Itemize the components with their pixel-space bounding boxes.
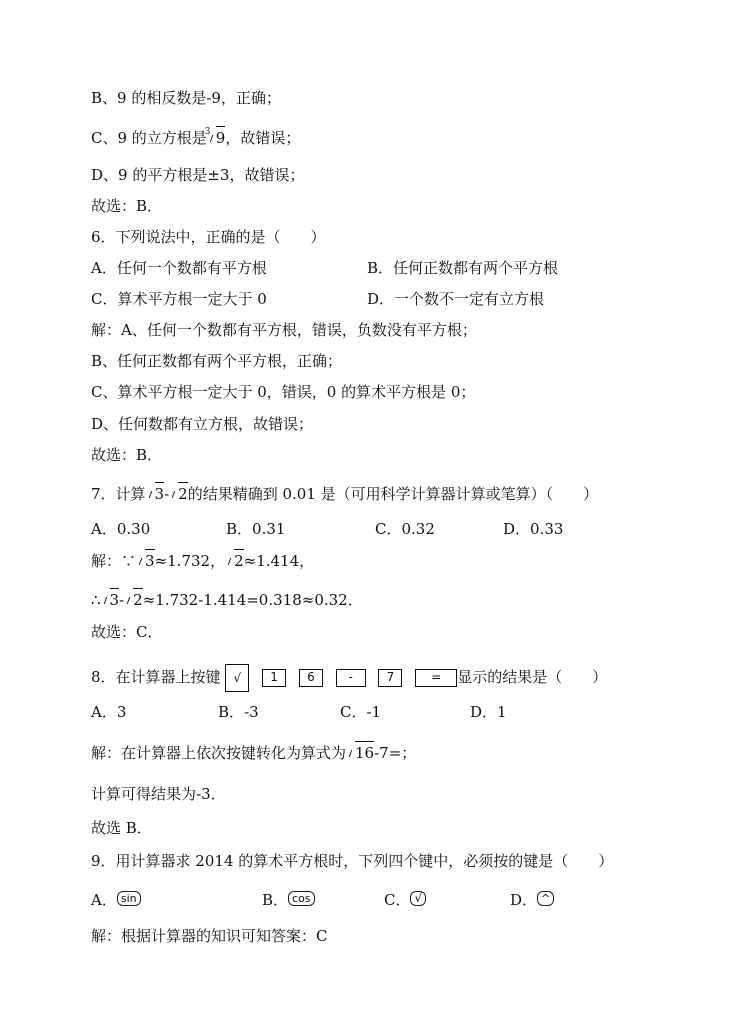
solution-line: C、算术平方根一定大于 0，错误，0 的算术平方根是 0；: [91, 383, 476, 401]
option-b: B．-3: [218, 703, 259, 721]
solution-line: B、任何正数都有两个平方根，正确；: [91, 352, 343, 370]
option-a: A．0.30: [91, 520, 151, 538]
solution-line: 解：根据计算器的知识可知答案：C: [91, 927, 328, 945]
cube-root: 3 9: [204, 127, 226, 147]
question-6: 6．下列说法中，正确的是（ ）: [91, 228, 326, 246]
option-b: B．任何正数都有两个平方根: [367, 259, 559, 277]
solution-line: D、任何数都有立方根，故错误；: [91, 415, 314, 433]
square-root: 2: [225, 549, 244, 571]
calc-key: 6: [299, 669, 323, 687]
solution-line: 解：∵ 3≈1.732， 2≈1.414，: [91, 549, 314, 571]
calc-key: 1: [262, 669, 286, 687]
square-root: 16: [346, 741, 374, 763]
square-root: 2: [124, 588, 143, 610]
option-a: A． sin: [91, 890, 141, 910]
solution-line: B、9 的相反数是-9，正确；: [91, 89, 281, 107]
option-b: B．0.31: [226, 520, 286, 538]
option-c: C． √: [384, 890, 426, 910]
option-d: D．一个数不一定有立方根: [367, 290, 545, 308]
option-d: D．0.33: [503, 520, 564, 538]
square-root: 3: [101, 588, 120, 610]
option-d: D．1: [470, 703, 507, 721]
option-b: B． cos: [262, 890, 315, 910]
calc-key: -: [336, 669, 366, 687]
solution-line: ∴ 3- 2≈1.732-1.414=0.318≈0.32．: [91, 588, 363, 610]
answer-line: 故选：C．: [91, 623, 163, 641]
option-a: A．任何一个数都有平方根: [91, 259, 267, 277]
power-key-icon: ^: [537, 891, 554, 906]
option-c: C．0.32: [375, 520, 435, 538]
sqrt-key-icon: √: [225, 664, 249, 692]
square-root: 3: [146, 482, 165, 504]
calc-key: =: [415, 669, 457, 687]
cos-key-icon: cos: [288, 891, 315, 906]
solution-line: C、9 的立方根是 3 9，故错误；: [91, 127, 301, 147]
solution-line: D、9 的平方根是±3，故错误；: [91, 166, 305, 184]
calc-key: 7: [378, 669, 402, 687]
answer-line: 故选：B．: [91, 446, 163, 464]
square-root: 2: [169, 482, 188, 504]
answer-line: 故选：B．: [91, 197, 163, 215]
question-7: 7．计算 3- 2的结果精确到 0.01 是（可用科学计算器计算或笔算）（ ）: [91, 482, 598, 504]
question-9: 9．用计算器求 2014 的算术平方根时，下列四个键中，必须按的键是（ ）: [91, 852, 614, 870]
answer-line: 故选 B．: [91, 819, 152, 837]
sin-key-icon: sin: [117, 891, 141, 906]
option-d: D． ^: [510, 890, 554, 910]
solution-line: 解：在计算器上依次按键转化为算式为 16-7=；: [91, 741, 416, 763]
question-8: 8．在计算器上按键 √ 1 6 - 7 = 显示的结果是（ ）: [91, 664, 607, 692]
option-c: C．算术平方根一定大于 0: [91, 290, 267, 308]
solution-line: 解：A、任何一个数都有平方根，错误，负数没有平方根；: [91, 321, 477, 339]
option-a: A．3: [91, 703, 127, 721]
square-root: 3: [136, 549, 155, 571]
sqrt-key-icon: √: [410, 891, 426, 906]
option-c: C．-1: [340, 703, 382, 721]
solution-line: 计算可得结果为-3．: [91, 785, 226, 803]
